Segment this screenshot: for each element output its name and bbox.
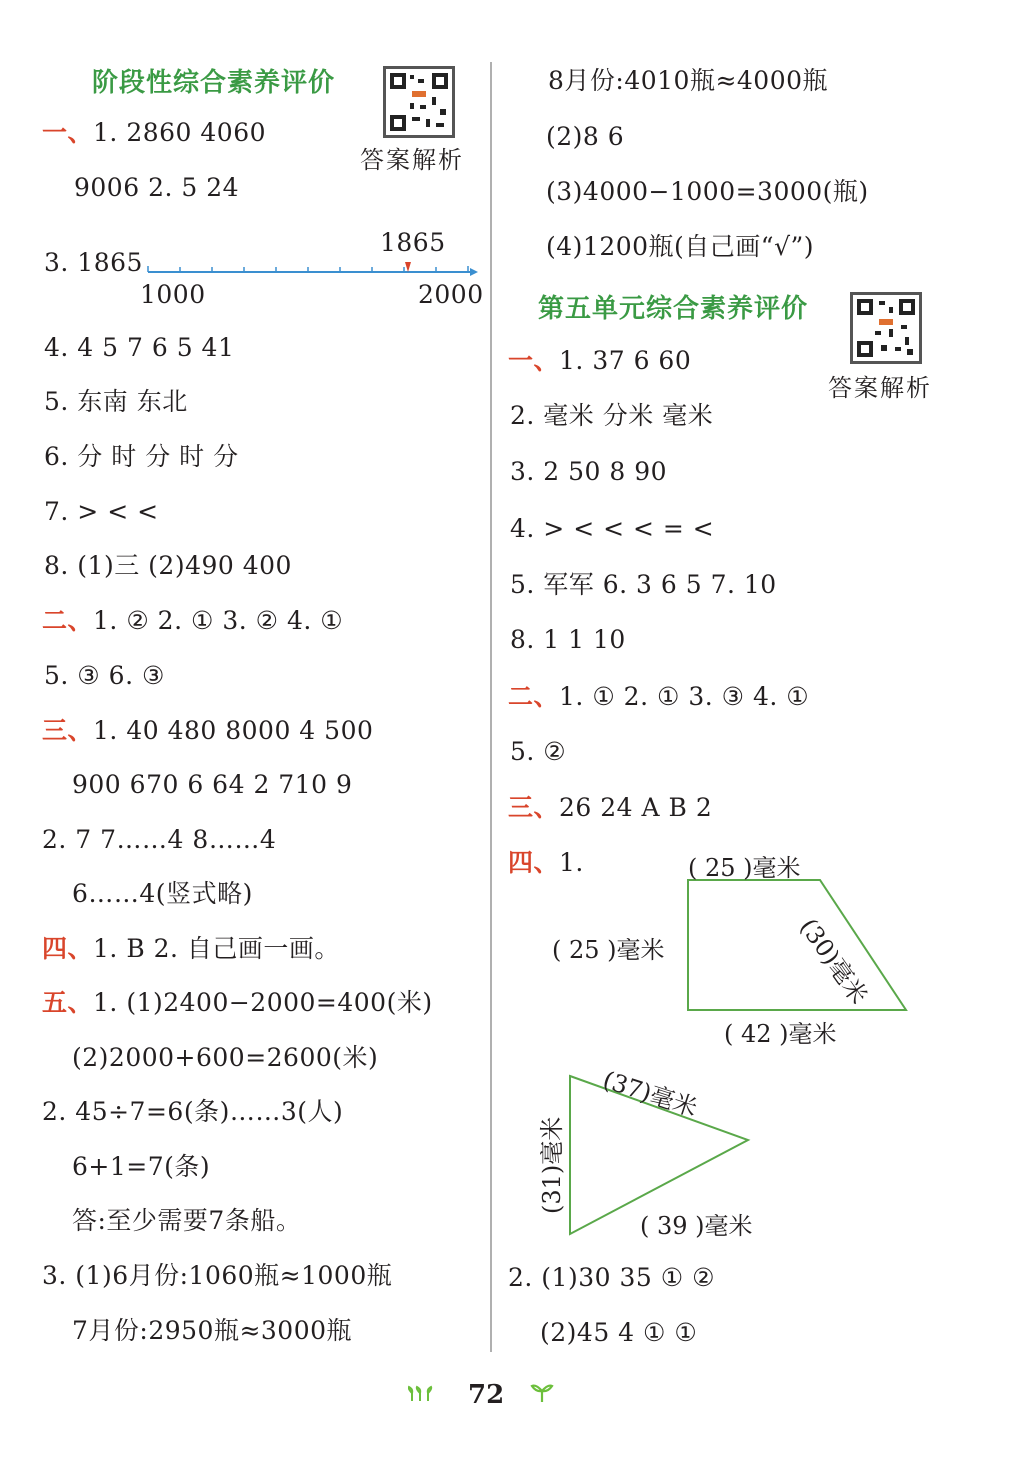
left-title: 阶段性综合素养评价 — [92, 68, 336, 98]
left-q6: 6. 分 时 分 时 分 — [44, 442, 239, 471]
triangle-bottom-label: ( 39 )毫米 — [640, 1212, 753, 1240]
left-s3-line3: 2. 7 7……4 8……4 — [42, 825, 277, 854]
right-s2-line2: 5. ② — [510, 737, 567, 766]
qr-code-left[interactable] — [383, 66, 455, 138]
section-label: 四、 — [508, 848, 560, 877]
right-s1-line5: 5. 军军 6. 3 6 5 7. 10 — [510, 570, 777, 599]
right-s1-line4: 4. > < < < = < — [510, 514, 715, 543]
right-s1-line1 — [508, 346, 691, 376]
page-number: 72 — [468, 1380, 505, 1410]
trapezoid-shape — [680, 870, 920, 1020]
left-s5-line7: 7月份:2950瓶≈3000瓶 — [72, 1316, 353, 1345]
right-line1: 8月份:4010瓶≈4000瓶 — [548, 66, 829, 95]
section-label: 一、 — [508, 346, 560, 375]
right-s4-line1 — [508, 848, 584, 878]
answer-text: 1. ② 2. ① 3. ② 4. ① — [93, 606, 344, 635]
left-q5: 5. 东南 东北 — [44, 387, 188, 416]
answer-text: 1. — [559, 848, 584, 877]
left-s1-line1 — [42, 118, 266, 148]
left-q8: 8. (1)三 (2)490 400 — [44, 551, 292, 580]
left-s5-line3: 2. 45÷7=6(条)……3(人) — [42, 1097, 344, 1126]
answer-text: 1. 40 480 8000 4 500 — [93, 716, 374, 745]
left-s1-line2: 9006 2. 5 24 — [74, 173, 240, 202]
left-q7: 7. > < < — [44, 497, 159, 526]
right-s2-line1 — [508, 682, 809, 712]
answer-text: 1. (1)2400−2000=400(米) — [93, 988, 433, 1017]
left-s5-line5: 答:至少需要7条船。 — [72, 1206, 302, 1235]
right-line3: (3)4000−1000=3000(瓶) — [546, 177, 869, 206]
numline-start: 1000 — [140, 280, 206, 309]
section-label: 五、 — [42, 988, 94, 1017]
section-label: 三、 — [508, 793, 560, 822]
qr-label-left: 答案解析 — [360, 146, 464, 174]
left-s2-line2: 5. ③ 6. ③ — [44, 661, 165, 690]
trapezoid-bottom-label: ( 42 )毫米 — [724, 1020, 837, 1048]
answer-text: 26 24 A B 2 — [559, 793, 713, 822]
left-s5-line4: 6+1=7(条) — [72, 1152, 211, 1181]
qr-label-right: 答案解析 — [828, 374, 932, 402]
left-s3-line4: 6……4(竖式略) — [72, 879, 253, 908]
answer-text: 1. B 2. 自己画一画。 — [93, 934, 340, 963]
trapezoid-top-label: ( 25 )毫米 — [688, 854, 801, 882]
right-line4: (4)1200瓶(自己画“√”) — [546, 232, 815, 261]
column-divider — [490, 62, 492, 1352]
answer-text: 1. 37 6 60 — [559, 346, 692, 375]
left-s4-line1 — [42, 934, 340, 964]
numline-end: 2000 — [418, 280, 484, 309]
left-s3-line1 — [42, 716, 373, 746]
sprout-icon-left — [408, 1384, 436, 1409]
section-label: 四、 — [42, 934, 94, 963]
sprout-icon-right — [530, 1382, 554, 1410]
right-s3-line1 — [508, 793, 712, 823]
right-s1-line6: 8. 1 1 10 — [510, 625, 626, 654]
left-s5-line6: 3. (1)6月份:1060瓶≈1000瓶 — [42, 1261, 393, 1290]
left-s2-line1 — [42, 606, 343, 636]
answer-text: 1. 2860 4060 — [93, 118, 267, 147]
left-s5-line2: (2)2000+600=2600(米) — [72, 1043, 379, 1072]
section-label: 三、 — [42, 716, 94, 745]
section-label: 一、 — [42, 118, 94, 147]
arrow-marker-icon — [405, 262, 411, 272]
right-s4-line2: 2. (1)30 35 ① ② — [508, 1263, 715, 1292]
right-s1-line3: 3. 2 50 8 90 — [510, 457, 668, 486]
left-s3-line2: 900 670 6 64 2 710 9 — [72, 770, 353, 799]
triangle-left-label: (31)毫米 — [538, 1116, 566, 1214]
left-q3-label: 3. 1865 — [44, 248, 143, 277]
right-s4-line3: (2)45 4 ① ① — [540, 1318, 698, 1347]
section-label: 二、 — [42, 606, 94, 635]
right-title: 第五单元综合素养评价 — [538, 294, 809, 324]
trapezoid-left-label: ( 25 )毫米 — [552, 936, 665, 964]
right-line2: (2)8 6 — [546, 122, 625, 151]
qr-code-right[interactable] — [850, 292, 922, 364]
left-s5-line1 — [42, 988, 433, 1018]
numline-top-label: 1865 — [380, 228, 446, 257]
right-s1-line2: 2. 毫米 分米 毫米 — [510, 401, 714, 430]
triangle-top-label: (37)毫米 — [599, 1065, 701, 1123]
answer-text: 1. ① 2. ① 3. ③ 4. ① — [559, 682, 810, 711]
trapezoid-right-label: (30)毫米 — [794, 913, 873, 1010]
section-label: 二、 — [508, 682, 560, 711]
left-q4: 4. 4 5 7 6 5 41 — [44, 333, 235, 362]
